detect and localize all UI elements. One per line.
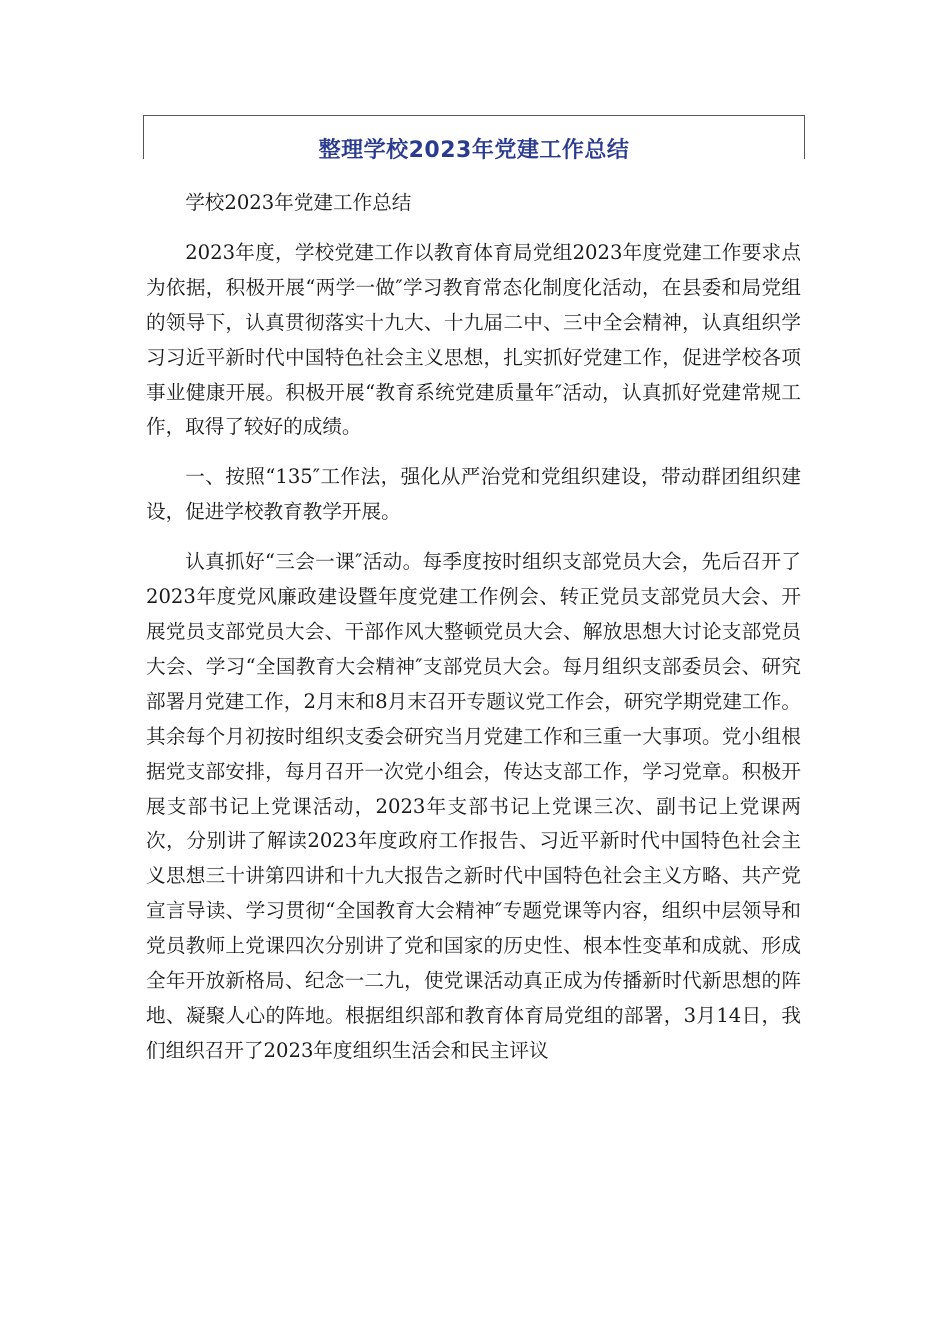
section-heading-1: 一、按照“135″工作法，强化从严治党和党组织建设，带动群团组织建设，促进学校教育教学开展。 — [146, 465, 801, 524]
paragraph-three-meetings: 认真抓好“三会一课″活动。每季度按时组织支部党员大会，先后召开了2023年度党风廉政建设暨年度党建工作例会、转正党员支部党员大会、开展党员支部党员大会、干部作风大整顿党员大会、解放思想大讨论支部党员大会、学习“全国教育大会精神″支部党员大会。每月组织支部委员会、研究部署月党建工作，2月末和8月末召开专题议党工作会，研究学期党建工作。其余每个月初按时组织支委会研究当月党建工作和三重一大事项。党小组根据党支部安排，每月召开一次党小组会，传达支部工作，学习党章。积极开展支部书记上党课活动，2023年支部书记上党课三次、副书记上党课两次，分别讲了解读2023年度政府工作报告、习近平新时代中国特色社会主义思想三十讲第四讲和十九大报告之新时代中国特色社会主义方略、共产党宣言导读、学习贯彻“全国教育大会精神″专题党课等内容，组织中层领导和党员教师上党课四次分别讲了党和国家的历史性、根本性变革和成就、形成全年开放新格局、纪念一二九，使党课活动真正成为传播新时代新思想的阵地、凝聚人心的阵地。根据组织部和教育体育局党组的部署，3月14日，我们组织召开了2023年度组织生活会和民主评议 — [146, 550, 801, 1062]
document-subtitle: 学校2023年党建工作总结 — [185, 191, 412, 214]
document-body — [146, 186, 801, 1084]
document-title: 整理学校2023年党建工作总结 — [318, 138, 630, 163]
paragraph-intro: 2023年度，学校党建工作以教育体育局党组2023年度党建工作要求点为依据，积极开展“两学一做″学习教育常态化制度化活动，在县委和局党组的领导下，认真贯彻落实十九大、十九届二中、三中全会精神，认真组织学习习近平新时代中国特色社会主义思想，扎实抓好党建工作，促进学校各项事业健康开展。积极开展“教育系统党建质量年″活动，认真抓好党建常规工作，取得了较好的成绩。 — [146, 240, 801, 439]
title-box — [143, 115, 805, 163]
